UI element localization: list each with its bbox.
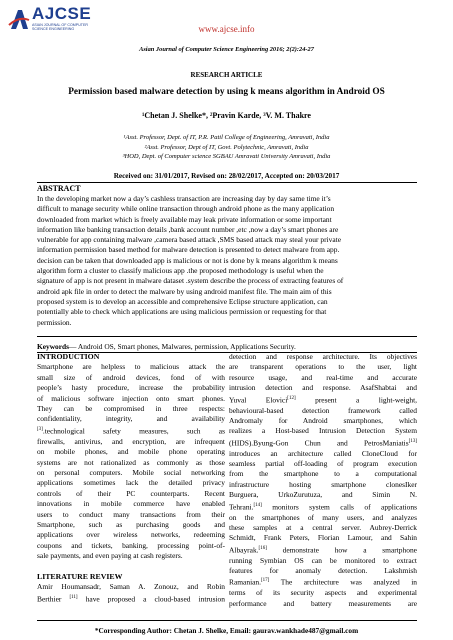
- abstract-line: information like banking transaction details ,bank account number ,etc ,now a day’s smart phones are: [37, 224, 339, 234]
- abstract-line: potentially able to check which applications are using malicious permission or requesting for that: [37, 307, 327, 317]
- text-line: innovations in mobile commerce have enabled: [37, 499, 225, 509]
- text-line: seamless partial off-loading of program execution: [229, 459, 417, 469]
- text-line: Albayrak.[16] demonstrate how a smartphone: [229, 545, 417, 555]
- text-line: small size of android devices, fond of with: [37, 372, 225, 382]
- affiliation-2: ²Asst. Professor, Dept of IT, Govt. Polytechnic, Amravati, India: [144, 143, 309, 151]
- affiliations: [0, 133, 453, 162]
- keywords-label: Keywords: [37, 342, 70, 351]
- abstract-line: permission.: [37, 317, 72, 327]
- text-line: from the smartphone to a computational: [229, 469, 417, 479]
- text-line: applications over wireless networks, redeeming: [37, 530, 225, 540]
- literature-review-heading: LITERATURE REVIEW: [37, 572, 123, 581]
- text-line: realizes a Host-based Intrusion Detection System: [229, 426, 417, 436]
- footer-rule: [37, 620, 417, 621]
- text-line: on personal computers. Mobile social networking: [37, 467, 225, 477]
- corresponding-author: [0, 626, 453, 635]
- abstract-line: decision can be taken that downloaded app is malicious or not is done by k means algorithm k means: [37, 255, 338, 265]
- text-line: Amir Houmansadr, Saman A. Zonouz, and Robin: [37, 582, 225, 592]
- text-line: They can be compromised in three respects:: [37, 404, 225, 414]
- abstract-heading: ABSTRACT: [37, 184, 81, 193]
- text-line: coupons and tickets, banking, processing point-of-: [37, 540, 225, 550]
- logo-wordmark: AJCSE: [32, 4, 92, 23]
- corresponding-label: *Corresponding Author:: [94, 626, 172, 635]
- text-line: Smartphone are helpless to malicious attack the: [37, 362, 225, 372]
- text-line: behavioural-based detection framework called: [229, 405, 417, 415]
- text-line: Berthier [11] have proposed a cloud-based intrusion: [37, 594, 225, 604]
- text-line: confidentiality, integrity, and availability: [37, 414, 225, 424]
- introduction-heading: INTRODUCTION: [37, 352, 100, 361]
- introduction-text: [37, 362, 225, 561]
- text-line: sale payments, and even paying at cash registers.: [37, 551, 183, 561]
- text-line: Yuval Elovici[12] present a light-weight,: [229, 395, 417, 405]
- text-line: (HIDS).Byung-Gon Chun and PetrosManiatis[13]: [229, 438, 417, 448]
- corresponding-name: Chetan J. Shelke,: [171, 626, 230, 635]
- paper-title: Permission based malware detection by using k means algorithm in Android OS: [68, 87, 385, 97]
- text-line: running Symbian OS can be monitored to extract: [229, 555, 417, 565]
- journal-citation: Asian Journal of Computer Science Engineering 2016; 2(2):24-27: [139, 46, 314, 53]
- text-line: resource usage, and real-time and accurate: [229, 372, 417, 382]
- author-list: ¹Chetan J. Shelke*, ²Pravin Karde, ³V. M. Thakre: [142, 111, 311, 120]
- text-line: Andromaly for Android smartphones, which: [229, 415, 417, 425]
- text-line: systems are not rationalized as commonly as those: [37, 457, 225, 467]
- text-line: controls of their PC counterparts. Recent: [37, 488, 225, 498]
- text-line: are transparent operations to the user, light: [229, 362, 417, 372]
- email-label: Email:: [229, 626, 252, 635]
- abstract-line: signature of app is not present in malware dataset .system describe the process of extracting features of: [37, 276, 344, 286]
- text-line: infrastructure hosting smartphone clonesIker: [229, 479, 417, 489]
- text-line: Ramanian.[17] The architecture was analyzed in: [229, 577, 417, 587]
- abstract-line: android apk file in order to detect the malware by using android manifest file. The main aim of this: [37, 286, 332, 296]
- abstract-line: difficult to manage security while online transaction through android phone as the many application: [37, 204, 335, 214]
- text-line: applications sometimes lack the detailed privacy: [37, 478, 225, 488]
- abstract-line: proposed system is to develop an accessible and comprehensive Eclipse structure application, can: [37, 296, 328, 306]
- text-line: detection and response architecture. Its objectives: [229, 352, 417, 361]
- text-line: firewalls, antivirus, and encryption, are infrequent: [37, 436, 225, 446]
- literature-review-continued: [229, 352, 417, 609]
- article-type: RESEARCH ARTICLE: [190, 71, 263, 79]
- text-line: of malicious software injection onto smart phones.: [37, 393, 225, 403]
- text-line: Schmidt, Frank Peters, Florian Lamour, and Sahin: [229, 533, 417, 543]
- keywords: [37, 342, 296, 351]
- text-line: Smartphone, such as purchasing goods and: [37, 519, 225, 529]
- text-line: Burguera, UrkoZurutuza, and Simin N.: [229, 490, 417, 500]
- text-line: terms of its security aspects and experimental: [229, 588, 417, 598]
- text-line: [3].technological safety measures, such as: [37, 426, 225, 436]
- logo-tagline: ASIAN JOURNAL OF COMPUTER SCIENCE ENGINEERING: [32, 23, 88, 31]
- abstract-bottom-rule: [37, 336, 417, 337]
- abstract-line: In the developing market now a day’s cashless transaction are increasing day by day same time it’s: [37, 194, 331, 203]
- abstract-top-rule: [37, 182, 417, 183]
- submission-dates: Received on: 31/01/2017, Revised on: 28/02/2017, Accepted on: 20/03/2017: [113, 172, 340, 180]
- text-line: performance and battery measurements are: [229, 598, 417, 608]
- corresponding-email-link[interactable]: gaurav.wankhade487@gmail.com: [251, 626, 359, 635]
- text-line: these samples at a central server. Aubrey-Derrick: [229, 522, 417, 532]
- literature-review-text: [37, 582, 225, 604]
- abstract-line: algorithm form a cluster to classify malicious app .the proposed methodology is useful when the: [37, 266, 324, 276]
- abstract-body: [37, 194, 417, 328]
- affiliation-3: ³HOD, Dept. of Computer science SGBAU Amravati University Amravati, India: [122, 153, 331, 161]
- text-line: features for anomaly detection. Lakshmish: [229, 566, 417, 576]
- keywords-text: — Android OS, Smart phones, Malwares, permission, Applications Security.: [69, 342, 296, 351]
- body-column-right: [229, 352, 417, 609]
- text-line: on mobile phones, and mobile phone operating: [37, 447, 225, 457]
- journal-website-link[interactable]: www.ajcse.info: [198, 24, 255, 34]
- text-line: users to conduct many transactions from their: [37, 509, 225, 519]
- body-column-left: [37, 352, 225, 605]
- affiliation-1: ¹Asst. Professor, Dept. of IT, P.R. Patil College of Engineering, Amravati, India: [123, 134, 330, 141]
- text-line: introduces an architecture called CloneCloud for: [229, 448, 417, 458]
- text-line: Tehrani.[14] monitors system calls of applications: [229, 502, 417, 512]
- abstract-line: vulnerable for app containing malware ,camera based attack ,SMS based attack may steal your private: [37, 235, 341, 245]
- text-line: people’s hasty procedure, increase the probability: [37, 383, 225, 393]
- text-line: on the smartphones of many users, and analyzes: [229, 512, 417, 522]
- text-line: intrusion detection and response. AsafShabtai and: [229, 383, 417, 393]
- abstract-line: downloaded from market which is freely available may leak private information or some important: [37, 214, 332, 224]
- abstract-line: information permission based method for malware detection is presented to detect malware from app.: [37, 245, 340, 255]
